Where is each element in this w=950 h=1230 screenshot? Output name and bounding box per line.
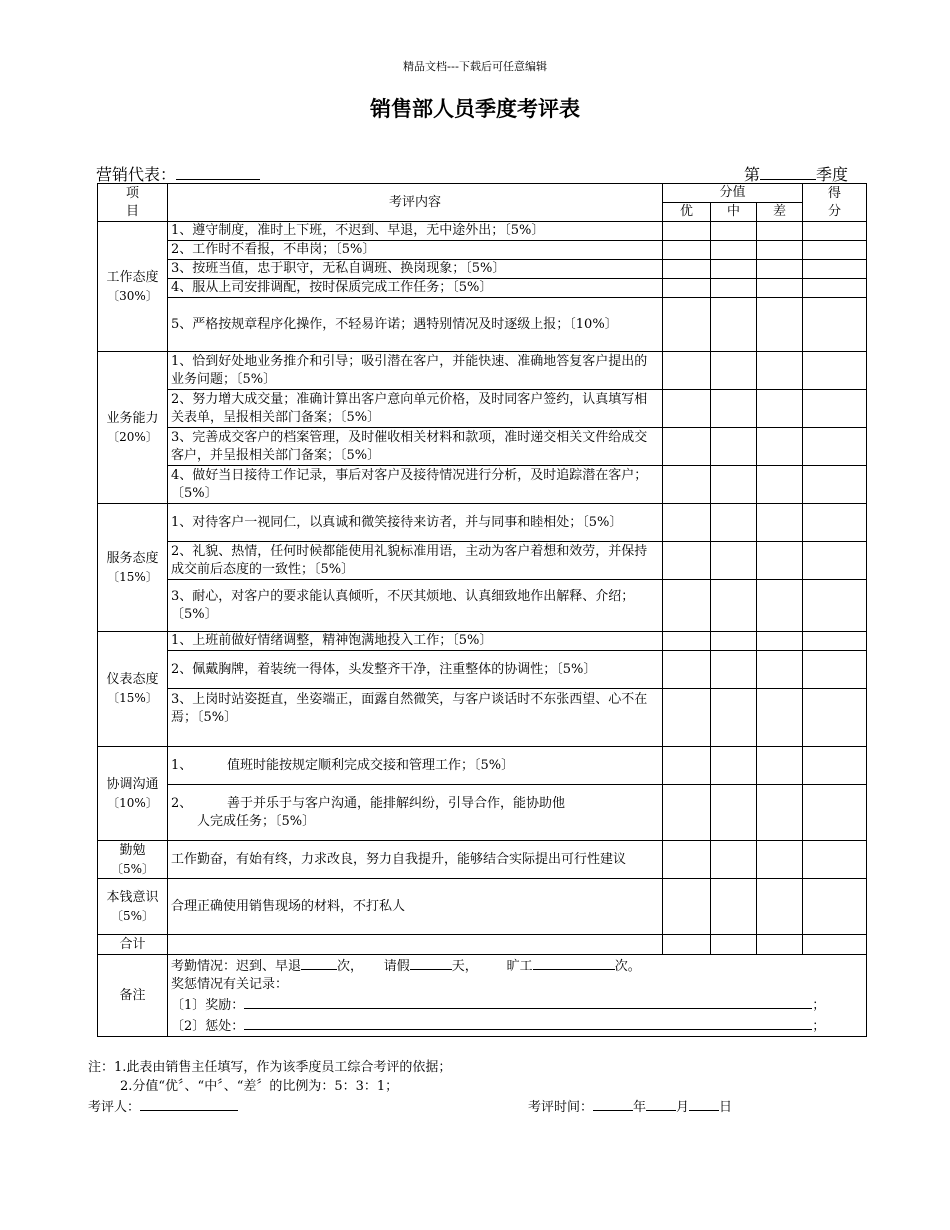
header-row-1 — [98, 184, 867, 203]
score-cell[interactable] — [757, 689, 803, 747]
evaluation-date-field — [528, 1096, 732, 1115]
table-row — [98, 651, 867, 689]
late-count-field[interactable] — [301, 955, 337, 970]
notes — [88, 1058, 451, 1096]
table-row — [98, 785, 867, 841]
criterion-text: 3、上岗时站姿挺直，坐姿端正，面露自然微笑，与客户谈话时不东张西望、心不在焉；〔5%〕 — [168, 689, 663, 747]
criterion-text: 1、 值班时能按规定顺利完成交接和管理工作；〔5%〕 — [168, 747, 663, 785]
evaluator-label: 考评人： — [88, 1100, 141, 1115]
score-cell[interactable] — [711, 222, 757, 241]
grade-poor: 差 — [757, 203, 803, 222]
score-cell[interactable] — [711, 580, 757, 632]
table-row — [98, 689, 867, 747]
result-cell[interactable] — [803, 785, 867, 841]
score-cell[interactable] — [711, 241, 757, 260]
penalty-field[interactable] — [244, 1015, 812, 1030]
score-cell[interactable] — [757, 260, 803, 279]
score-cell[interactable] — [711, 747, 757, 785]
score-cell[interactable] — [757, 241, 803, 260]
score-cell[interactable] — [663, 390, 711, 428]
score-cell[interactable] — [757, 651, 803, 689]
score-cell[interactable] — [757, 542, 803, 580]
quarter-field — [744, 162, 848, 185]
table-row — [98, 390, 867, 428]
header-result: 得 分 — [803, 184, 867, 222]
score-cell[interactable] — [757, 747, 803, 785]
score-cell[interactable] — [663, 935, 711, 955]
score-cell[interactable] — [663, 689, 711, 747]
attendance-line: 考勤情况：迟到、早退 次， 请假 天， 旷工 次。 — [171, 955, 863, 976]
table-row — [98, 542, 867, 580]
result-cell[interactable] — [803, 260, 867, 279]
score-cell[interactable] — [663, 241, 711, 260]
criterion-text: 3、耐心，对客户的要求能认真倾听，不厌其烦地、认真细致地作出解释、介绍；〔5%〕 — [168, 580, 663, 632]
score-cell[interactable] — [711, 466, 757, 504]
table-row — [98, 428, 867, 466]
criterion-text: 2、礼貌、热情，任何时候都能使用礼貌标准用语，主动为客户着想和效劳，并保持成交前后态度的一致性；〔5%〕 — [168, 542, 663, 580]
criterion-text: 5、严格按规章程序化操作，不轻易许诺；遇特别情况及时逐级上报；〔10%〕 — [168, 298, 663, 352]
table-row — [98, 279, 867, 298]
score-cell[interactable] — [757, 632, 803, 651]
score-cell[interactable] — [711, 879, 757, 935]
leave-days-field[interactable] — [410, 955, 452, 970]
result-cell[interactable] — [803, 879, 867, 935]
criterion-text: 1、恰到好处地业务推介和引导；吸引潜在客户，并能快速、准确地答复客户提出的业务问题；〔5%〕 — [168, 352, 663, 390]
result-cell[interactable] — [803, 935, 867, 955]
year-label: 年 — [633, 1100, 647, 1115]
category-business-ability: 业务能力 〔20%〕 — [98, 352, 168, 504]
score-cell[interactable] — [663, 260, 711, 279]
score-cell[interactable] — [663, 651, 711, 689]
total-row — [98, 935, 867, 955]
page-title: 销售部人员季度考评表 — [370, 97, 580, 121]
month-label: 月 — [676, 1100, 690, 1115]
reward-line: 〔1〕奖励： ； — [171, 994, 863, 1015]
criterion-text: 4、做好当日接待工作记录，事后对客户及接待情况进行分析，及时追踪潜在客户；〔5%〕 — [168, 466, 663, 504]
result-cell[interactable] — [803, 222, 867, 241]
score-cell[interactable] — [757, 504, 803, 542]
header-content: 考评内容 — [168, 184, 663, 222]
day-blank[interactable] — [689, 1096, 719, 1111]
score-cell[interactable] — [663, 352, 711, 390]
score-cell[interactable] — [663, 879, 711, 935]
criterion-text: 3、按班当值，忠于职守，无私自调班、换岗现象；〔5%〕 — [168, 260, 663, 279]
score-cell[interactable] — [711, 428, 757, 466]
criterion-text: 2、佩戴胸牌，着装统一得体，头发整齐干净，注重整体的协调性；〔5%〕 — [168, 651, 663, 689]
score-cell[interactable] — [711, 298, 757, 352]
quarter-suffix: 季度 — [816, 165, 849, 184]
note-line-1: 注：1.此表由销售主任填写，作为该季度员工综合考评的依据； — [88, 1060, 452, 1075]
result-cell[interactable] — [803, 298, 867, 352]
score-cell[interactable] — [757, 580, 803, 632]
criterion-text: 2、努力增大成交量；准确计算出客户意向单元价格，及时同客户签约，认真填写相关表单，呈报相关部门备案；〔5%〕 — [168, 390, 663, 428]
rep-label: 营销代表： — [96, 165, 177, 184]
date-label: 考评时间： — [528, 1100, 594, 1115]
header-score-group: 分值 — [663, 184, 803, 203]
score-cell[interactable] — [711, 279, 757, 298]
remarks-content — [168, 955, 867, 1037]
evaluator-blank[interactable] — [140, 1096, 238, 1111]
score-cell[interactable] — [711, 390, 757, 428]
score-cell[interactable] — [757, 390, 803, 428]
result-cell[interactable] — [803, 632, 867, 651]
rep-field — [96, 162, 260, 185]
table-row — [98, 747, 867, 785]
score-cell[interactable] — [711, 632, 757, 651]
reward-field[interactable] — [244, 994, 812, 1009]
table-row — [98, 352, 867, 390]
category-appearance: 仪表态度 〔15%〕 — [98, 632, 168, 747]
result-cell[interactable] — [803, 241, 867, 260]
note-line-2: 2.分值“优〞、“中〞、“差〞的比例为：5：3：1； — [120, 1079, 399, 1094]
table-row — [98, 841, 867, 879]
evaluation-table — [97, 183, 867, 1037]
header-item: 项 目 — [98, 184, 168, 222]
rep-blank — [176, 165, 260, 180]
score-cell[interactable] — [663, 785, 711, 841]
score-cell[interactable] — [711, 785, 757, 841]
result-cell[interactable] — [803, 466, 867, 504]
score-cell[interactable] — [711, 651, 757, 689]
grade-excellent: 优 — [663, 203, 711, 222]
criterion-text: 3、完善成交客户的档案管理，及时催收相关材料和款项，准时递交相关文件给成交客户，并呈报相关部门备案；〔5%〕 — [168, 428, 663, 466]
table-row — [98, 879, 867, 935]
score-cell[interactable] — [757, 785, 803, 841]
criterion-text: 工作勤奋，有始有终，力求改良，努力自我提升，能够结合实际提出可行性建议 — [168, 841, 663, 879]
watermark-text: 精品文档---下载后可任意编辑 — [403, 60, 547, 73]
score-cell[interactable] — [757, 298, 803, 352]
score-cell[interactable] — [757, 879, 803, 935]
score-cell[interactable] — [711, 689, 757, 747]
table-row — [98, 632, 867, 651]
result-cell[interactable] — [803, 390, 867, 428]
score-cell[interactable] — [663, 466, 711, 504]
score-cell[interactable] — [663, 504, 711, 542]
score-cell[interactable] — [663, 428, 711, 466]
score-cell[interactable] — [757, 222, 803, 241]
criterion-text: 4、服从上司安排调配，按时保质完成工作任务；〔5%〕 — [168, 279, 663, 298]
day-label: 日 — [719, 1100, 733, 1115]
score-cell[interactable] — [757, 428, 803, 466]
category-coordination: 协调沟通 〔10%〕 — [98, 747, 168, 841]
score-cell[interactable] — [711, 352, 757, 390]
score-cell[interactable] — [663, 279, 711, 298]
quarter-prefix: 第 — [744, 165, 761, 184]
score-cell[interactable] — [663, 542, 711, 580]
criterion-text: 2、 善于并乐于与客户沟通，能排解纠纷，引导合作，能协助他 人完成任务；〔5%〕 — [168, 785, 663, 841]
result-cell[interactable] — [803, 504, 867, 542]
score-cell[interactable] — [663, 298, 711, 352]
category-service-attitude: 服务态度 〔15%〕 — [98, 504, 168, 632]
table-row — [98, 580, 867, 632]
record-label: 奖惩情况有关记录： — [171, 977, 289, 992]
result-cell[interactable] — [803, 747, 867, 785]
grade-medium: 中 — [711, 203, 757, 222]
total-content-cell — [168, 935, 663, 955]
result-cell[interactable] — [803, 279, 867, 298]
score-cell[interactable] — [757, 935, 803, 955]
criterion-text: 1、上班前做好情绪调整，精神饱满地投入工作；〔5%〕 — [168, 632, 663, 651]
score-cell[interactable] — [757, 279, 803, 298]
table-row — [98, 466, 867, 504]
category-cost-awareness: 本钱意识 〔5%〕 — [98, 879, 168, 935]
penalty-line: 〔2〕惩处： ； — [171, 1015, 863, 1036]
result-cell[interactable] — [803, 651, 867, 689]
table-row — [98, 504, 867, 542]
category-work-attitude: 工作态度 〔30%〕 — [98, 222, 168, 352]
absent-count-field[interactable] — [533, 955, 615, 970]
score-cell[interactable] — [711, 260, 757, 279]
month-blank[interactable] — [646, 1096, 676, 1111]
score-cell[interactable] — [663, 841, 711, 879]
result-cell[interactable] — [803, 689, 867, 747]
criterion-text: 1、对待客户一视同仁，以真诚和微笑接待来访者，并与同事和睦相处；〔5%〕 — [168, 504, 663, 542]
score-cell[interactable] — [757, 841, 803, 879]
score-cell[interactable] — [663, 222, 711, 241]
remarks-row — [98, 955, 867, 1037]
result-cell[interactable] — [803, 428, 867, 466]
remarks-label: 备注 — [98, 955, 168, 1037]
table-row — [98, 298, 867, 352]
score-cell[interactable] — [663, 747, 711, 785]
criterion-text: 合理正确使用销售现场的材料，不打私人 — [168, 879, 663, 935]
score-cell[interactable] — [711, 542, 757, 580]
score-cell[interactable] — [711, 935, 757, 955]
quarter-blank — [760, 165, 816, 180]
criterion-text: 1、遵守制度，准时上下班，不迟到、早退，无中途外出；〔5%〕 — [168, 222, 663, 241]
score-cell[interactable] — [757, 352, 803, 390]
score-cell[interactable] — [757, 466, 803, 504]
score-cell[interactable] — [663, 632, 711, 651]
score-cell[interactable] — [663, 580, 711, 632]
total-label: 合计 — [98, 935, 168, 955]
table-row — [98, 260, 867, 279]
score-cell[interactable] — [711, 504, 757, 542]
result-cell[interactable] — [803, 580, 867, 632]
table-row — [98, 241, 867, 260]
year-blank[interactable] — [593, 1096, 633, 1111]
criterion-text: 2、工作时不看报，不串岗；〔5%〕 — [168, 241, 663, 260]
evaluator-field — [88, 1096, 238, 1115]
result-cell[interactable] — [803, 352, 867, 390]
category-diligence: 勤勉 〔5%〕 — [98, 841, 168, 879]
score-cell[interactable] — [711, 841, 757, 879]
result-cell[interactable] — [803, 841, 867, 879]
result-cell[interactable] — [803, 542, 867, 580]
table-row — [98, 222, 867, 241]
